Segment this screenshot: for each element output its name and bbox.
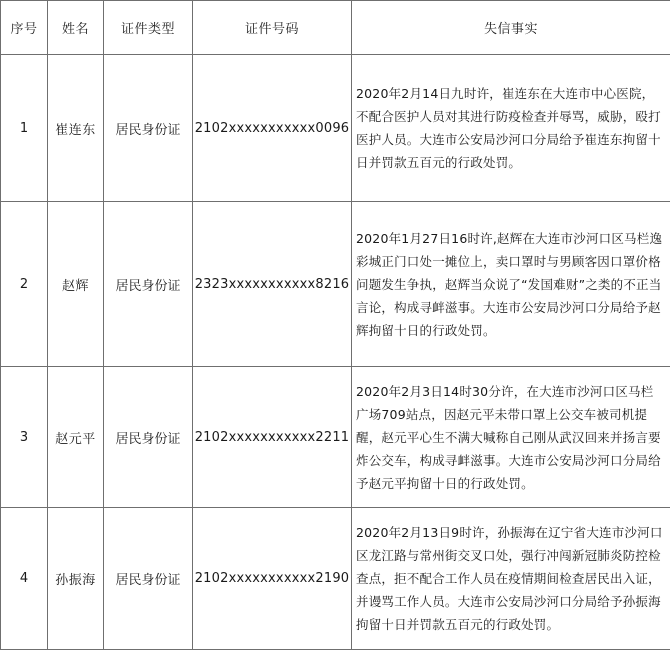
facts-text: 2020年2月13日9时许，孙振海在辽宁省大连市沙河口区龙江路与常州街交叉口处，强行冲闯新冠肺炎防控检查点，拒不配合工作人员在疫情期间检查居民出入证，并谩骂工作人员。大连市公安局沙河口分局给予孙振海拘留十日并罚款五百元的行政处罚。	[356, 525, 663, 632]
table-row	[1, 55, 670, 202]
header-facts: 失信事实	[352, 1, 670, 55]
header-name: 姓名	[48, 1, 104, 55]
facts-text: 2020年2月14日九时许，崔连东在大连市中心医院，不配合医护人员对其进行防疫检查并辱骂，威胁，殴打医护人员。大连市公安局沙河口分局给予崔连东拘留十日并罚款五百元的行政处罚。	[356, 86, 661, 170]
cell-id-type: 居民身份证	[104, 202, 193, 367]
table-row	[1, 202, 670, 367]
cell-id-number: 2323xxxxxxxxxxx8216	[193, 202, 352, 367]
cell-facts	[352, 55, 670, 202]
header-index: 序号	[1, 1, 48, 55]
cell-id-type: 居民身份证	[104, 55, 193, 202]
cell-name: 崔连东	[48, 55, 104, 202]
table-body	[1, 55, 670, 650]
cell-name: 赵辉	[48, 202, 104, 367]
cell-index: 4	[1, 508, 48, 650]
cell-name: 孙振海	[48, 508, 104, 650]
header-id-number: 证件号码	[193, 1, 352, 55]
cell-facts	[352, 202, 670, 367]
header-id-type: 证件类型	[104, 1, 193, 55]
cell-id-type: 居民身份证	[104, 508, 193, 650]
cell-index: 3	[1, 367, 48, 508]
cell-id-type: 居民身份证	[104, 367, 193, 508]
cell-facts	[352, 367, 670, 508]
cell-id-number: 2102xxxxxxxxxxx0096	[193, 55, 352, 202]
table-row	[1, 508, 670, 650]
table-header	[1, 1, 670, 55]
cell-id-number: 2102xxxxxxxxxxx2211	[193, 367, 352, 508]
table-row	[1, 367, 670, 508]
cell-facts	[352, 508, 670, 650]
cell-name: 赵元平	[48, 367, 104, 508]
cell-index: 2	[1, 202, 48, 367]
facts-text: 2020年2月3日14时30分许，在大连市沙河口区马栏广场709站点，因赵元平未带口罩上公交车被司机提醒，赵元平心生不满大喊称自己刚从武汉回来并扬言要炸公交车，构成寻衅滋事。大连市公安局沙河口分局给予赵元平拘留十日的行政处罚。	[356, 383, 661, 491]
header-row	[1, 1, 670, 55]
cell-id-number: 2102xxxxxxxxxxx2190	[193, 508, 352, 650]
cell-index: 1	[1, 55, 48, 202]
facts-text: 2020年1月27日16时许,赵辉在大连市沙河口区马栏逸彩城正门口处一摊位上，卖口罩时与男顾客因口罩价格问题发生争执，赵辉当众说了“发国难财”之类的不正当言论，构成寻衅滋事。大连市公安局沙河口分局给予赵辉拘留十日的行政处罚。	[356, 230, 663, 338]
